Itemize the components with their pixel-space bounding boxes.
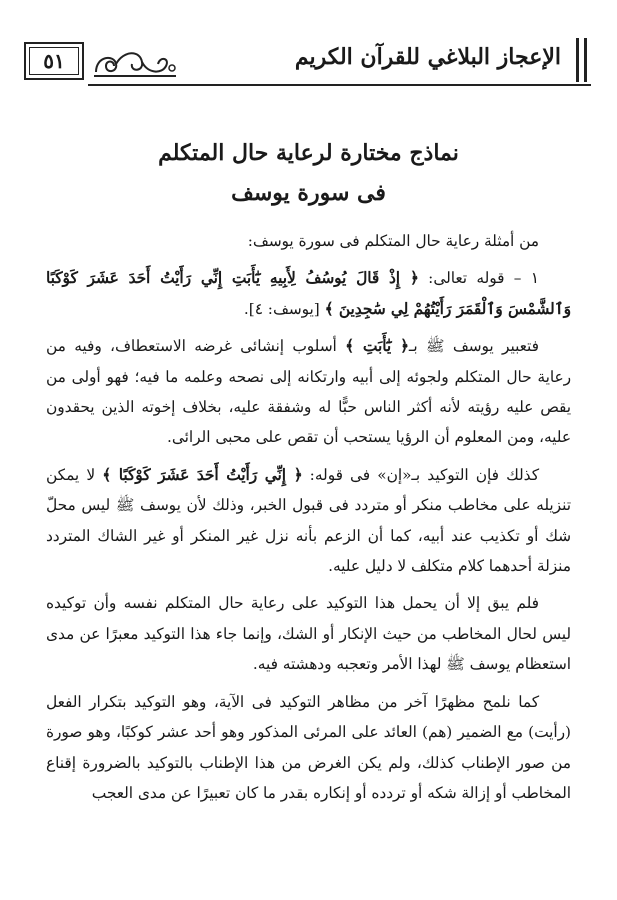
paragraph-2-text-b: لا يمكن تنزيله على مخاطب منكر أو متردد فى قبول الخبر، وذلك لأن يوسف ﷺ ليس محلّ شك أو تكذيب عند أبيه، كما أن الزعم بأنه نزل غير المنكر أو غير الشاك المتردد منزلة أحدهما كلام متكلف لا دليل عليه. — [46, 465, 571, 576]
quran-verse: ﴿ يَٰٓأَبَتِ ﴾ — [345, 337, 409, 356]
running-title: الإعجاز البلاغي للقرآن الكريم — [294, 44, 561, 70]
quran-verse: ﴿ إِنِّي رَأَيْتُ أَحَدَ عَشَرَ كَوْكَبًا ﴾ — [102, 465, 303, 484]
item-1-paragraph — [46, 263, 571, 324]
paragraph-1 — [46, 331, 571, 453]
page-number-frame — [24, 42, 84, 80]
page-header — [24, 34, 591, 90]
paragraph-2 — [46, 460, 571, 582]
header-rule — [88, 84, 591, 86]
paragraph-1-text-b: أسلوب إنشائى غرضه الاستعطاف، وفيه من رعاية حال المتكلم ولجوئه إلى أبيه وارتكانه إلى نصحه وعلمه ما فيه؛ فهو أولى من يقص عليه رؤيته لأنه أكثر الناس حبًّا له وشفقة عليه، بخلاف إخوته الذين يحقدون عليه، ومن المعلوم أن الرؤيا يستحب أن تقص على محبى الرائى. — [46, 337, 571, 447]
quran-verse: ﴿ إِذْ قَالَ يُوسُفُ لِأَبِيهِ يَٰٓأَبَتِ إِنِّي رَأَيْتُ أَحَدَ عَشَرَ كَوْكَبًا وَٱلشَّمْسَ وَٱلْقَمَرَ رَأَيْتُهُمْ لِي سَٰجِدِينَ ﴾ — [46, 269, 571, 318]
body-text — [46, 226, 571, 808]
section-subtitle: فى سورة يوسف — [231, 180, 386, 206]
page-number: ٥١ — [43, 49, 65, 73]
section-title: نماذج مختارة لرعاية حال المتكلم — [158, 140, 459, 166]
paragraph-1-text-a: فتعبير يوسف ﷺ بـ — [408, 337, 539, 356]
title-bars-decoration — [569, 38, 591, 82]
verse-reference: [يوسف: ٤]. — [243, 299, 325, 318]
intro-paragraph: من أمثلة رعاية حال المتكلم فى سورة يوسف: — [247, 232, 539, 250]
item-1-lead: ١ – قوله تعالى: — [418, 269, 539, 288]
paragraph-3: فلم يبق إلا أن يحمل هذا التوكيد على رعاية حال المتكلم نفسه وأن توكيده ليس لحال المخاطب من حيث الإنكار أو الشك، وإنما جاء هذا التوكيد معبرًا عن مدى استعظام يوسف ﷺ لهذا الأمر وتعجبه ودهشته فيه. — [46, 594, 571, 674]
scroll-ornament-icon — [90, 46, 180, 80]
paragraph-4: كما نلمح مظهرًا آخر من مظاهر التوكيد فى الآية، وهو التوكيد بتكرار الفعل (رأيت) مع الضمير (هم) العائد على المرئى المذكور وهو أحد عشر كوكبًا، وهو صورة من صور الإطناب كذلك، ولم يكن الغرض من هذا الإطناب بالتوكيد بالضرورة إقناع المخاطب أو إزالة شكه أو تردده أو إنكاره بقدر ما كان تعبيرًا عن مدى العجب — [46, 692, 571, 802]
paragraph-2-text-a: كذلك فإن التوكيد بـ«إن» فى قوله: — [302, 465, 539, 484]
